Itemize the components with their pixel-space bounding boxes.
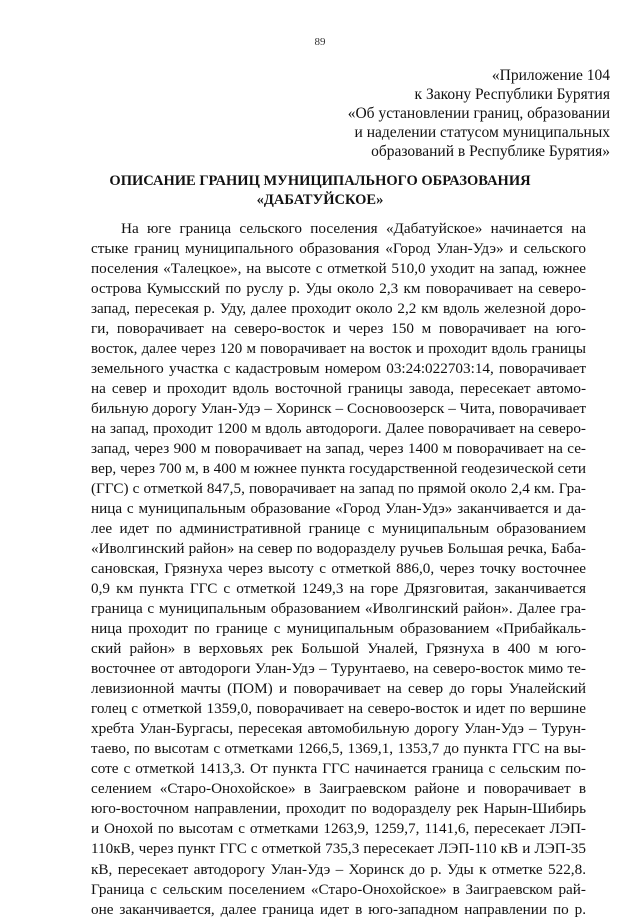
body-line: сановская, Грязнуха через высоту с отметкой 886,0, через точку восточнее: [91, 560, 586, 578]
appendix-line: образований в Республике Бурятия»: [371, 143, 610, 160]
body-line: ница с муниципальным образование «Город Улан-Удэ» заканчивается и да-: [91, 500, 586, 518]
appendix-line: к Закону Республики Бурятия: [414, 86, 610, 103]
page-number: 89: [314, 36, 326, 48]
appendix-header: [348, 66, 610, 161]
body-line: левизионной мачты (ПОМ) и поворачивает на север до горы Уналейский: [91, 680, 586, 698]
body-line: На юге граница сельского поселения «Дабатуйское» начинается на: [121, 220, 586, 237]
body-line: оне заканчивается, далее граница идет в юго-западном направлении по р.: [91, 900, 586, 918]
body-line: хребта Улан-Бургасы, пересекая автомобильную дорогу Улан-Удэ – Турун-: [91, 720, 586, 738]
body-line: ский район» в верховьях рек Большой Уналей, Грязнуха в 400 м юго-: [91, 640, 586, 658]
body-line: на запад, проходит 1200 м вдоль автодороги. Далее поворачивает на северо-: [91, 420, 586, 438]
body-line: запад, через 900 м поворачивает на запад, через 1400 м поворачивает на се-: [91, 440, 586, 458]
appendix-line: и наделении статусом муниципальных: [354, 124, 610, 141]
body-line: бильную дорогу Улан-Удэ – Хоринск – Сосновоозерск – Чита, поворачивает: [91, 400, 586, 418]
body-line: 0,9 км пункта ГГС с отметкой 1249,3 на горе Дрязговитая, заканчивается: [91, 580, 586, 598]
body-line: восток, далее через 120 м поворачивает на восток и проходит вдоль границы: [91, 341, 586, 358]
body-line: граница с муниципальным образованием «Иволгинский район». Далее гра-: [91, 600, 586, 618]
appendix-line: «Об установлении границ, образовании: [347, 105, 610, 122]
body-line: (ГГС) с отметкой 847,5, поворачивает на запад по прямой около 2,4 км. Гра-: [91, 480, 586, 498]
body-line: таево, по высотам с отметками 1266,5, 1369,1, 1353,7 до пункта ГГС на вы-: [91, 740, 586, 758]
body-line: ги, поворачивает на северо-восток и через 150 м поворачивает на юго-: [91, 320, 586, 338]
body-line: Граница с сельским поселением «Старо-Онохойское» в Заиграевском рай-: [91, 880, 586, 898]
title-line: «ДАБАТУЙСКОЕ»: [256, 192, 384, 208]
body-line: вер, через 700 м, в 400 м южнее пункта государственной геодезической сети: [91, 460, 586, 478]
body-line: лее идет по административной границе с муниципальным образованием: [91, 520, 586, 538]
appendix-line: «Приложение 104: [491, 67, 610, 84]
body-line: запад, пересекая р. Уду, далее проходит около 2,2 км вдоль железной доро-: [91, 300, 586, 318]
document-title: [0, 172, 640, 210]
body-line: земельного участка с кадастровым номером 03:24:022703:14, поворачивает: [91, 360, 586, 378]
body-line: ница проходит по границе с муниципальным образованием «Прибайкаль-: [91, 620, 586, 638]
body-line: «Иволгинский район» на север по водоразделу ручьев Большая речка, Баба-: [91, 540, 586, 558]
body-line: селением «Старо-Онохойское» в Заиграевском районе и поворачивает в: [91, 780, 586, 798]
body-line: 110кВ, через пункт ГГС с отметкой 735,3 пересекает ЛЭП-110 кВ и ЛЭП-35: [91, 840, 586, 858]
body-line: острова Кумысский по руслу р. Уды около 2,3 км поворачивает на северо-: [91, 280, 586, 298]
body-line: юго-восточном направлении, проходит по водоразделу рек Нарын-Шибирь: [91, 800, 586, 818]
body-line: стыке границ муниципального образования «Город Улан-Удэ» и сельского: [91, 240, 586, 258]
body-line: и Онохой по высотам с отметками 1263,9, 1259,7, 1141,6, пересекает ЛЭП-: [91, 820, 586, 838]
body-line: восточнее от автодороги Улан-Удэ – Турунтаево, на северо-восток мимо те-: [91, 660, 586, 678]
body-line: голец с отметкой 1359,0, поворачивает на северо-восток и идет по вершине: [91, 700, 586, 718]
body-paragraph: [91, 219, 586, 920]
title-line: ОПИСАНИЕ ГРАНИЦ МУНИЦИПАЛЬНОГО ОБРАЗОВАНИЯ: [109, 173, 531, 189]
body-line: на север и проходит вдоль восточной границы завода, пересекает автомо-: [91, 380, 586, 398]
body-line: поселения «Талецкое», на высоте с отметкой 510,0 уходит на запад, южнее: [91, 260, 586, 278]
body-line: соте с отметкой 1413,3. От пункта ГГС начинается граница с сельским по-: [91, 760, 586, 778]
body-line: кВ, пересекает автодорогу Улан-Удэ – Хоринск до р. Уды к отметке 522,8.: [91, 860, 586, 878]
